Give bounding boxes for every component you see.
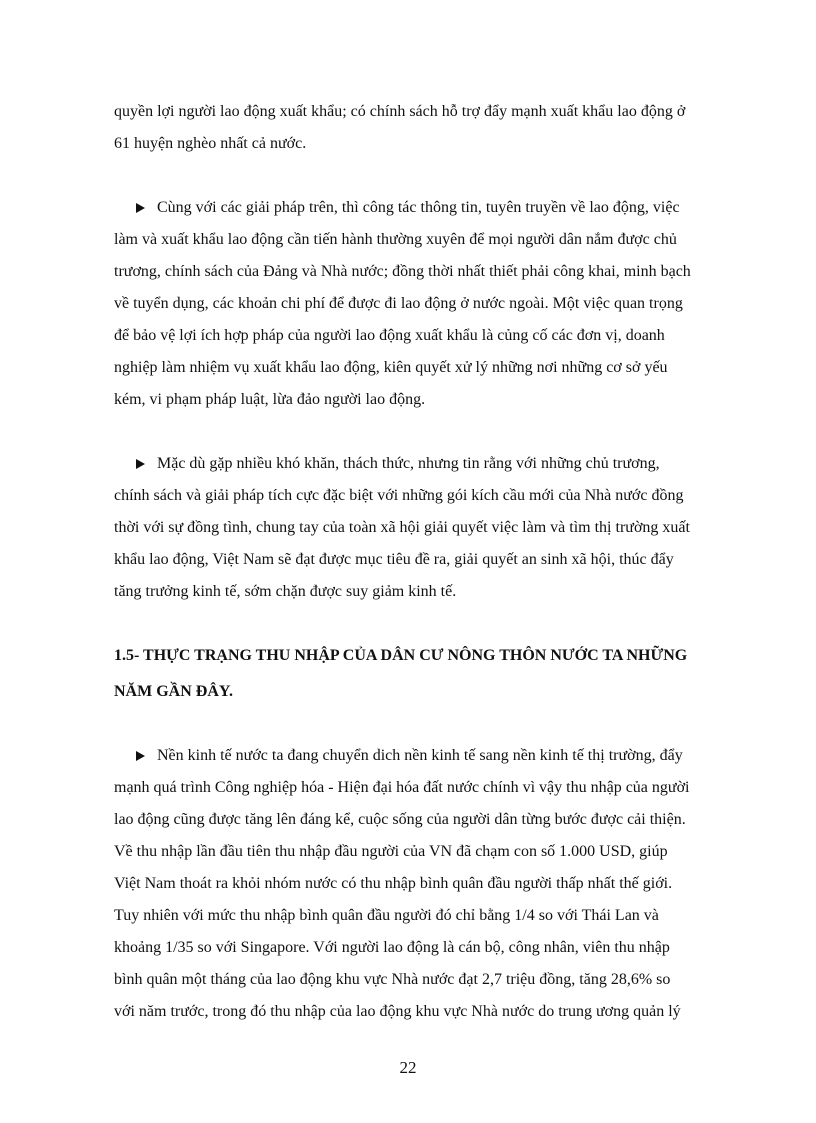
- text-line: quyền lợi người lao động xuất khẩu; có chính sách hỗ trợ đẩy mạnh xuất khẩu lao động ở: [114, 103, 686, 120]
- text-line: làm và xuất khẩu lao động cần tiến hành thường xuyên để mọi người dân nắm được chủ: [114, 231, 677, 248]
- text-line: trương, chính sách của Đảng và Nhà nước; đồng thời nhất thiết phải công khai, minh bạch: [114, 263, 691, 280]
- bullet-paragraph-outlook: [114, 448, 726, 608]
- text-line: để bảo vệ lợi ích hợp pháp của người lao động xuất khẩu là củng cố các đơn vị, doanh: [114, 327, 665, 344]
- heading-line: 1.5- THỰC TRẠNG THU NHẬP CỦA DÂN CƯ NÔNG THÔN NƯỚC TA NHỮNG: [114, 647, 688, 664]
- arrow-bullet-icon: [136, 459, 145, 469]
- text-line: thời với sự đồng tình, chung tay của toàn xã hội giải quyết việc làm và tìm thị trường xuất: [114, 519, 690, 536]
- text-line: Việt Nam thoát ra khỏi nhóm nước có thu nhập bình quân đầu người thấp nhất thế giới.: [114, 875, 673, 892]
- arrow-bullet-icon: [136, 203, 145, 213]
- text-line: lao động cũng được tăng lên đáng kể, cuộc sống của người dân từng bước được cải thiện.: [114, 811, 686, 828]
- text-line: 61 huyện nghèo nhất cả nước.: [114, 135, 307, 152]
- text-line: chính sách và giải pháp tích cực đặc biệt với những gói kích cầu mới của Nhà nước đồng: [114, 487, 684, 504]
- text-line: Tuy nhiên với mức thu nhập bình quân đầu người đó chỉ bằng 1/4 so với Thái Lan và: [114, 907, 659, 924]
- paragraph-continuation: [114, 96, 726, 160]
- text-line: Về thu nhập lần đầu tiên thu nhập đầu người của VN đã chạm con số 1.000 USD, giúp: [114, 843, 668, 860]
- text-line: bình quân một tháng của lao động khu vực Nhà nước đạt 2,7 triệu đồng, tăng 28,6% so: [114, 971, 671, 988]
- bullet-paragraph-income: [114, 740, 726, 1028]
- text-line: Cùng với các giải pháp trên, thì công tác thông tin, tuyên truyền về lao động, việc: [157, 199, 680, 216]
- text-line: nghiệp làm nhiệm vụ xuất khẩu lao động, kiên quyết xử lý những nơi những cơ sở yếu: [114, 359, 668, 376]
- text-line: khoảng 1/35 so với Singapore. Với người lao động là cán bộ, công nhân, viên thu nhập: [114, 939, 670, 956]
- page-number: 22: [399, 1058, 417, 1077]
- text-line: mạnh quá trình Công nghiệp hóa - Hiện đại hóa đất nước chính vì vậy thu nhập của người: [114, 779, 690, 796]
- text-line: khẩu lao động, Việt Nam sẽ đạt được mục tiêu đề ra, giải quyết an sinh xã hội, thúc đẩy: [114, 551, 674, 568]
- text-line: với năm trước, trong đó thu nhập của lao động khu vực Nhà nước do trung ương quản lý: [114, 1003, 681, 1020]
- text-line: Nền kinh tế nước ta đang chuyển dich nền kinh tế sang nền kinh tế thị trường, đẩy: [157, 747, 683, 764]
- text-line: về tuyển dụng, các khoản chi phí để được đi lao động ở nước ngoài. Một việc quan trọng: [114, 295, 683, 312]
- text-line: Mặc dù gặp nhiều khó khăn, thách thức, nhưng tin rằng với những chủ trương,: [157, 455, 660, 472]
- heading-line: NĂM GẦN ĐÂY.: [114, 683, 233, 700]
- bullet-paragraph-communication: [114, 192, 726, 416]
- text-line: tăng trưởng kinh tế, sớm chặn được suy giảm kinh tế.: [114, 583, 457, 600]
- text-line: kém, vi phạm pháp luật, lừa đảo người lao động.: [114, 391, 426, 408]
- document-body: [114, 96, 726, 1028]
- arrow-bullet-icon: [136, 751, 145, 761]
- section-heading: [114, 638, 726, 710]
